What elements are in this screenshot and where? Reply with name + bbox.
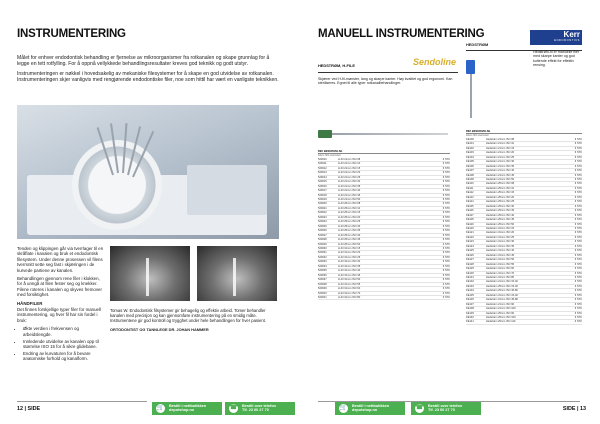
sendoline-product bbox=[318, 58, 458, 86]
intro-text bbox=[17, 55, 279, 87]
description-cell: H-Fil 21mm ISO 20 bbox=[338, 171, 361, 175]
description-cell: Hedstrøm 25mm ISO 15 bbox=[486, 191, 515, 195]
phone-icon: ☎ bbox=[229, 405, 238, 411]
unit-cell: 6 STK bbox=[442, 287, 450, 291]
description-cell: H-Fil 25mm ISO 15 bbox=[338, 211, 361, 215]
unit-cell: 6 STK bbox=[574, 160, 582, 164]
badge-text: Bestill over telefon Tlf. 23 00 27 70 bbox=[242, 403, 276, 413]
list-item: • Økte verdien i frekvensen og arbeidslengde. bbox=[23, 326, 105, 337]
ref-cell: KE128 bbox=[466, 262, 474, 266]
description-cell: H-Fil 21mm ISO 45 bbox=[338, 193, 361, 197]
ref-cell: KE102 bbox=[466, 146, 474, 150]
unit-cell: 6 STK bbox=[574, 311, 582, 315]
description-cell: H-Fil 31mm ISO 30 bbox=[338, 260, 361, 264]
description-cell: H-Fil 21mm ISO 10 bbox=[338, 162, 361, 166]
ref-cell: KE139 bbox=[466, 311, 474, 315]
ref-cell: KE100 bbox=[466, 137, 474, 141]
description-cell: H-Fil 31mm ISO 45 bbox=[338, 273, 361, 277]
description-cell: Hedstrøm 31mm ISO 70 bbox=[486, 271, 515, 275]
description-cell: Hedstrøm 25mm ISO 35 bbox=[486, 209, 515, 213]
unit-cell: 6 STK bbox=[574, 213, 582, 217]
unit-cell: 6 STK bbox=[442, 193, 450, 197]
ref-cell: KE109 bbox=[466, 177, 474, 181]
ref-cell: 520028 bbox=[318, 238, 327, 242]
description-cell: H-Fil 31mm ISO 20 bbox=[338, 251, 361, 255]
unit-cell: 6 STK bbox=[442, 202, 450, 206]
table-header: REF BESKRIVELSE bbox=[466, 130, 582, 134]
ref-cell: 520022 bbox=[318, 211, 327, 215]
description-cell: Hedstrøm 21mm ISO 50 bbox=[486, 177, 515, 181]
description-cell: Hedstrøm 25mm ISO 45 bbox=[486, 218, 515, 222]
ref-cell: 520021 bbox=[318, 206, 327, 210]
online-order-badge[interactable] bbox=[152, 402, 222, 415]
page-title: MANUELL INSTRUMENTERING bbox=[318, 28, 485, 40]
ref-cell: KE104 bbox=[466, 155, 474, 159]
unit-cell: 6 STK bbox=[442, 282, 450, 286]
unit-cell: 6 STK bbox=[574, 284, 582, 288]
right-page bbox=[300, 0, 600, 424]
unit-cell: 6 STK bbox=[442, 295, 450, 299]
kerr-product-table bbox=[466, 130, 582, 325]
unit-cell: 6 STK bbox=[574, 231, 582, 235]
description-cell: H-Fil 25mm ISO 30 bbox=[338, 224, 361, 228]
ref-cell: KE116 bbox=[466, 209, 474, 213]
unit-cell: 6 STK bbox=[574, 169, 582, 173]
unit-cell: 6 STK bbox=[442, 224, 450, 228]
ref-cell: KE125 bbox=[466, 249, 474, 253]
endodontic-instruments-photo bbox=[17, 105, 279, 239]
description-cell: H-Fil 21mm ISO 30 bbox=[338, 180, 361, 184]
description-cell: H-Fil 31mm ISO 80 bbox=[338, 295, 361, 299]
unit-cell: 6 STK bbox=[442, 184, 450, 188]
description-cell: Hedstrøm 31mm ISO 15 bbox=[486, 226, 515, 230]
ref-cell: 520020 bbox=[318, 202, 327, 206]
description-cell: H-Fil 31mm ISO 55 bbox=[338, 282, 361, 286]
unit-cell: 6 STK bbox=[574, 235, 582, 239]
description-cell: H-Fil 31mm ISO 35 bbox=[338, 264, 361, 268]
description-cell: Hedstrøm 31mm ISO 45 bbox=[486, 253, 515, 257]
description-cell: H-Fil 21mm ISO 15 bbox=[338, 166, 361, 170]
unit-cell: 6 STK bbox=[442, 157, 450, 161]
unit-cell: 6 STK bbox=[574, 298, 582, 302]
unit-cell: 6 STK bbox=[574, 316, 582, 320]
description-cell: Hedstrøm 25mm ISO 08 bbox=[486, 182, 515, 186]
ref-cell: 520027 bbox=[318, 233, 327, 237]
description-cell: Hedstrøm 31mm ISO 15-40 bbox=[486, 293, 518, 297]
unit-cell: 6 STK bbox=[574, 262, 582, 266]
ref-cell: 520037 bbox=[318, 278, 327, 282]
unit-cell: 6 STK bbox=[442, 180, 450, 184]
description-cell: Hedstrøm 21mm ISO 25 bbox=[486, 155, 515, 159]
description-cell: Hedstrøm 25mm ISO 15-40 bbox=[486, 284, 518, 288]
table-row bbox=[318, 296, 450, 300]
description-cell: Hedstrøm 25mm ISO 100 bbox=[486, 316, 516, 320]
unit-cell: 6 STK bbox=[442, 233, 450, 237]
description-cell: Hedstrøm 31mm ISO 40 bbox=[486, 249, 515, 253]
ref-cell: 520030 bbox=[318, 246, 327, 250]
unit-cell: 6 STK bbox=[442, 215, 450, 219]
description-cell: H-Fil 31mm ISO 70 bbox=[338, 291, 361, 295]
unit-cell: 6 STK bbox=[574, 289, 582, 293]
unit-cell: 6 STK bbox=[442, 246, 450, 250]
description-cell: H-Fil 31mm ISO 15 bbox=[338, 246, 361, 250]
unit-cell: 6 STK bbox=[442, 162, 450, 166]
unit-cell: 6 STK bbox=[574, 267, 582, 271]
product-label: HEDSTRØM, H-FILE bbox=[318, 63, 355, 68]
ref-cell: 520019 bbox=[318, 197, 327, 201]
product-label: HEDSTRØM bbox=[466, 42, 489, 47]
table-subheader: Flere ISO-størrelser bbox=[466, 134, 489, 138]
h-file-illustration bbox=[318, 130, 448, 138]
unit-cell: 6 STK bbox=[574, 195, 582, 199]
description-cell: H-Fil 25mm ISO 08 bbox=[338, 202, 361, 206]
description-cell: H-Fil 31mm ISO 50 bbox=[338, 278, 361, 282]
unit-cell: 6 STK bbox=[574, 307, 582, 311]
description-cell: Hedstrøm 25mm ISO 30 bbox=[486, 204, 515, 208]
unit-cell: 6 STK bbox=[574, 182, 582, 186]
ref-cell: KE134 bbox=[466, 289, 474, 293]
description-cell: H-Fil 25mm ISO 25 bbox=[338, 220, 361, 224]
badge-text: Bestill i nettbutikken depotshop.no bbox=[352, 403, 390, 413]
ref-cell: KE110 bbox=[466, 182, 474, 186]
ref-cell: 520011 bbox=[318, 162, 327, 166]
ref-cell: KE113 bbox=[466, 195, 474, 199]
ref-cell: KE140 bbox=[466, 316, 474, 320]
unit-cell: 6 STK bbox=[574, 258, 582, 262]
unit-cell: 6 STK bbox=[574, 271, 582, 275]
description-cell: Hedstrøm 25mm ISO 20 bbox=[486, 195, 515, 199]
description-cell: H-Fil 25mm ISO 50 bbox=[338, 242, 361, 246]
body-column bbox=[17, 246, 105, 363]
cart-icon: 🛒 bbox=[339, 405, 348, 411]
intro-paragraph: Instrumenteringen er nøkkel i hovedsakelig av mekaniske filesystemer for å skape en god utvidelse av rotkanalen. Instrumenteringen skjer vanligvis med rengjørende endodontiske filer, noe som hittil har vært en vanligste teknikken. bbox=[17, 70, 279, 84]
ref-cell: KE126 bbox=[466, 253, 474, 257]
unit-cell: 6 STK bbox=[574, 222, 582, 226]
ref-cell: 520018 bbox=[318, 193, 327, 197]
ref-cell: KE111 bbox=[466, 186, 474, 190]
ref-cell: 520040 bbox=[318, 291, 327, 295]
ref-cell: 520025 bbox=[318, 224, 327, 228]
body-paragraph: Behandlingen gjennom rene filer i klokken, for å unngå at filen fester seg og knekker. Filene roteres i kanalen og skyves fremover med forsiktighet. bbox=[17, 276, 102, 298]
ref-cell: KE131 bbox=[466, 275, 474, 279]
ref-cell: KE112 bbox=[466, 191, 474, 195]
unit-cell: 6 STK bbox=[442, 211, 450, 215]
section-heading: HÅNDFILER bbox=[17, 300, 43, 306]
description-cell: Hedstrøm 21mm ISO 20 bbox=[486, 151, 515, 155]
table-row bbox=[466, 320, 582, 324]
ref-cell: KE120 bbox=[466, 226, 474, 230]
unit-cell: 6 STK bbox=[442, 189, 450, 193]
unit-cell: 6 STK bbox=[574, 226, 582, 230]
ref-cell: 520033 bbox=[318, 260, 327, 264]
table-subheader: Flere ISO-størrelser bbox=[318, 154, 341, 158]
ref-cell: KE124 bbox=[466, 244, 474, 248]
quote-text: Tomas W. Endodontisk filsystemer gir behagelig og effektiv arbeid. Tomer behandler kanalen med precisjon og kan gjennomføre instrumentering på en smidig måte. Instrumentene gir god kontroll og trygghet under hele behandlingen for hver pasient. bbox=[110, 308, 266, 324]
unit-cell: 6 STK bbox=[574, 191, 582, 195]
product-header bbox=[318, 58, 458, 73]
unit-cell: 6 STK bbox=[442, 255, 450, 259]
unit-cell: 6 STK bbox=[574, 151, 582, 155]
ref-cell: 520015 bbox=[318, 180, 327, 184]
ref-cell: KE135 bbox=[466, 293, 474, 297]
unit-cell: 6 STK bbox=[442, 242, 450, 246]
ref-cell: KE114 bbox=[466, 200, 474, 204]
unit-cell: 6 STK bbox=[574, 142, 582, 146]
description-cell: H-Fil 31mm ISO 40 bbox=[338, 269, 361, 273]
unit-cell: 6 STK bbox=[574, 244, 582, 248]
description-cell: Hedstrøm 25mm ISO 110 bbox=[486, 320, 516, 324]
ref-cell: 520013 bbox=[318, 171, 327, 175]
description-cell: Hedstrøm 31mm ISO 45-80 bbox=[486, 298, 518, 302]
unit-cell: 6 STK bbox=[574, 164, 582, 168]
unit-cell: 6 STK bbox=[442, 166, 450, 170]
page-number: 12 | SIDE bbox=[17, 406, 41, 412]
body-paragraph: Det finnes forskjellige typer filer for manuell instrumentering, og hver fil har sin fordel i bruk: bbox=[17, 307, 101, 323]
description-cell: Hedstrøm 31mm ISO 35 bbox=[486, 244, 515, 248]
unit-cell: 6 STK bbox=[442, 269, 450, 273]
ref-cell: 520034 bbox=[318, 264, 327, 268]
unit-cell: 6 STK bbox=[574, 320, 582, 324]
product-description: Skjærer ved H-fil-mønster, lang og skarpe kanter. Høy kvalitet og god ergonomi. Kan steriliseres. Egnet til alle typer rotkanalbehandlinger. bbox=[318, 77, 453, 86]
ref-cell: 520031 bbox=[318, 251, 327, 255]
description-cell: Hedstrøm 25mm ISO 25 bbox=[486, 200, 515, 204]
ref-cell: KE129 bbox=[466, 267, 474, 271]
unit-cell: 6 STK bbox=[442, 220, 450, 224]
description-cell: H-Fil 31mm ISO 60 bbox=[338, 287, 361, 291]
ref-cell: KE108 bbox=[466, 173, 474, 177]
description-cell: H-Fil 25mm ISO 40 bbox=[338, 233, 361, 237]
unit-cell: 6 STK bbox=[574, 293, 582, 297]
ref-cell: 520024 bbox=[318, 220, 327, 224]
unit-cell: 6 STK bbox=[442, 206, 450, 210]
list-item: • Endring av kurvaturen for å bevare anatomiske forhold og kanalform. bbox=[23, 351, 105, 362]
unit-cell: 6 STK bbox=[574, 249, 582, 253]
description-cell: Hedstrøm 31mm ISO 25 bbox=[486, 235, 515, 239]
ref-cell: KE141 bbox=[466, 320, 474, 324]
description-cell: Hedstrøm 25mm ISO 90 bbox=[486, 311, 515, 315]
list-item: • Innledende utvidelse av kanalen opp til størrelse ISO 15 for å sikre glidebane. bbox=[23, 339, 105, 350]
bullet-list bbox=[17, 326, 105, 361]
unit-cell: 6 STK bbox=[574, 146, 582, 150]
ref-cell: KE133 bbox=[466, 284, 474, 288]
ref-cell: 520039 bbox=[318, 287, 327, 291]
ref-cell: 520017 bbox=[318, 189, 327, 193]
description-cell: H-Fil 31mm ISO 25 bbox=[338, 255, 361, 259]
description-cell: Hedstrøm 31mm ISO 30 bbox=[486, 240, 515, 244]
unit-cell: 6 STK bbox=[574, 209, 582, 213]
page-title: INSTRUMENTERING bbox=[17, 28, 126, 40]
ref-cell: KE121 bbox=[466, 231, 474, 235]
ref-cell: 520014 bbox=[318, 175, 327, 179]
unit-cell: 6 STK bbox=[574, 240, 582, 244]
unit-cell: 6 STK bbox=[574, 137, 582, 141]
product-description: Hedstrøm-fil er manuelle filer med skarpe kanter og god kuttende effekt for effektiv rensing. bbox=[533, 50, 580, 68]
ref-cell: 520023 bbox=[318, 215, 327, 219]
unit-cell: 6 STK bbox=[442, 229, 450, 233]
unit-cell: 6 STK bbox=[574, 155, 582, 159]
xray-image bbox=[197, 246, 277, 301]
description-cell: H-Fil 21mm ISO 08 bbox=[338, 157, 361, 161]
intro-paragraph: Målet for enhver endodontisk behandling er fjernelse av mikroorganismer fra rotkanalen og skape grunnlag for å legge en tett rotfylling. For å oppnå vellykkede behandlingsresultater kreves god teknikk og godt utstyr. bbox=[17, 55, 270, 68]
description-cell: Hedstrøm 21mm ISO 90 bbox=[486, 302, 515, 306]
description-cell: H-Fil 25mm ISO 35 bbox=[338, 229, 361, 233]
description-cell: Hedstrøm 25mm ISO 45-80 bbox=[486, 289, 518, 293]
badge-text: Bestill i nettbutikken depotshop.no bbox=[169, 403, 207, 413]
description-cell: H-Fil 21mm ISO 25 bbox=[338, 175, 361, 179]
kerr-file-illustration bbox=[466, 60, 528, 120]
description-cell: Hedstrøm 21mm ISO 100 bbox=[486, 307, 516, 311]
description-cell: H-Fil 21mm ISO 40 bbox=[338, 189, 361, 193]
ref-cell: 520032 bbox=[318, 255, 327, 259]
unit-cell: 6 STK bbox=[574, 186, 582, 190]
unit-cell: 6 STK bbox=[442, 260, 450, 264]
description-cell: Hedstrøm 31mm ISO 80 bbox=[486, 275, 515, 279]
phone-icon: ☎ bbox=[415, 405, 424, 411]
ref-cell: 520038 bbox=[318, 282, 327, 286]
ref-cell: KE132 bbox=[466, 280, 474, 284]
description-cell: H-Fil 25mm ISO 45 bbox=[338, 238, 361, 242]
ref-cell: KE119 bbox=[466, 222, 474, 226]
unit-cell: 6 STK bbox=[574, 275, 582, 279]
badge-text: Bestill over telefon Tlf. 23 00 27 70 bbox=[428, 403, 462, 413]
ref-cell: KE115 bbox=[466, 204, 474, 208]
unit-cell: 6 STK bbox=[574, 204, 582, 208]
description-cell: Hedstrøm 21mm ISO 10 bbox=[486, 142, 515, 146]
table-header: REF BESKRIVELSE bbox=[318, 150, 450, 154]
description-cell: Hedstrøm 21mm ISO 35 bbox=[486, 164, 515, 168]
unit-cell: 6 STK bbox=[574, 200, 582, 204]
description-cell: Hedstrøm 31mm ISO 55 bbox=[486, 262, 515, 266]
phone-order-badge[interactable] bbox=[411, 402, 481, 415]
footer-divider bbox=[17, 401, 147, 402]
ref-cell: KE122 bbox=[466, 235, 474, 239]
description-cell: Hedstrøm 21mm ISO 40 bbox=[486, 169, 515, 173]
description-cell: H-Fil 25mm ISO 20 bbox=[338, 215, 361, 219]
ref-cell: KE138 bbox=[466, 307, 474, 311]
unit-cell: 6 STK bbox=[574, 280, 582, 284]
quote-author: ORTODONTIST OG TANNLEGE DR. JOHAN HAMMER bbox=[110, 326, 209, 332]
description-cell: H-Fil 21mm ISO 50 bbox=[338, 197, 361, 201]
ref-cell: KE127 bbox=[466, 258, 474, 262]
description-cell: Hedstrøm 21mm ISO 45 bbox=[486, 173, 515, 177]
ref-cell: 520026 bbox=[318, 229, 327, 233]
unit-cell: 6 STK bbox=[574, 218, 582, 222]
body-paragraph: Tenden og klippingen går via tverrlager til en skråflate i kanalen og bruk et endodontisk filesystem. Under denne prosessen vil filens tverrsnitt sette seg fast i skjæringen i de kurvede partiene av kanalen. bbox=[17, 246, 104, 273]
unit-cell: 6 STK bbox=[442, 175, 450, 179]
unit-cell: 6 STK bbox=[442, 278, 450, 282]
ref-cell: KE137 bbox=[466, 302, 474, 306]
description-cell: Hedstrøm 21mm ISO 15 bbox=[486, 146, 515, 150]
xray-image bbox=[110, 246, 190, 301]
online-order-badge[interactable] bbox=[335, 402, 405, 415]
sendoline-product-table bbox=[318, 150, 450, 300]
ref-cell: KE123 bbox=[466, 240, 474, 244]
ref-cell: KE107 bbox=[466, 169, 474, 173]
page-number: SIDE | 13 bbox=[562, 406, 586, 412]
unit-cell: 6 STK bbox=[442, 264, 450, 268]
description-cell: H-Fil 21mm ISO 35 bbox=[338, 184, 361, 188]
ref-cell: KE130 bbox=[466, 271, 474, 275]
description-cell: Hedstrøm 25mm ISO 40 bbox=[486, 213, 515, 217]
unit-cell: 6 STK bbox=[574, 253, 582, 257]
cart-icon: 🛒 bbox=[156, 405, 165, 411]
unit-cell: 6 STK bbox=[442, 238, 450, 242]
ref-cell: KE105 bbox=[466, 160, 474, 164]
unit-cell: 6 STK bbox=[574, 302, 582, 306]
ref-cell: 520016 bbox=[318, 184, 327, 188]
ref-cell: 520036 bbox=[318, 273, 327, 277]
testimonial-quote bbox=[110, 308, 278, 332]
unit-cell: 6 STK bbox=[442, 273, 450, 277]
ref-cell: KE118 bbox=[466, 218, 474, 222]
ref-cell: KE136 bbox=[466, 298, 474, 302]
description-cell: H-Fil 25mm ISO 10 bbox=[338, 206, 361, 210]
ref-cell: 520029 bbox=[318, 242, 327, 246]
ref-cell: 520035 bbox=[318, 269, 327, 273]
description-cell: Hedstrøm 21mm ISO 30 bbox=[486, 160, 515, 164]
ref-cell: KE106 bbox=[466, 164, 474, 168]
unit-cell: 6 STK bbox=[442, 197, 450, 201]
unit-cell: 6 STK bbox=[442, 291, 450, 295]
ref-cell: KE103 bbox=[466, 151, 474, 155]
ref-cell: 520012 bbox=[318, 166, 327, 170]
kerr-logo: Kerr ENDODONTICS bbox=[530, 30, 582, 45]
description-cell: Hedstrøm 21mm ISO 15-40 bbox=[486, 280, 518, 284]
unit-cell: 6 STK bbox=[574, 177, 582, 181]
unit-cell: 6 STK bbox=[442, 251, 450, 255]
ref-cell: KE117 bbox=[466, 213, 474, 217]
ref-cell: 520041 bbox=[318, 295, 327, 299]
description-cell: Hedstrøm 31mm ISO 60 bbox=[486, 267, 515, 271]
description-cell: Hedstrøm 31mm ISO 20 bbox=[486, 231, 515, 235]
description-cell: Hedstrøm 25mm ISO 10 bbox=[486, 186, 515, 190]
description-cell: Hedstrøm 25mm ISO 50 bbox=[486, 222, 515, 226]
description-cell: Hedstrøm 31mm ISO 50 bbox=[486, 258, 515, 262]
sendoline-logo: Sendoline bbox=[412, 57, 456, 67]
phone-order-badge[interactable] bbox=[225, 402, 295, 415]
ref-cell: KE101 bbox=[466, 142, 474, 146]
ref-cell: 520010 bbox=[318, 157, 327, 161]
description-cell: Hedstrøm 21mm ISO 08 bbox=[486, 137, 515, 141]
unit-cell: 6 STK bbox=[574, 173, 582, 177]
unit-cell: 6 STK bbox=[442, 171, 450, 175]
